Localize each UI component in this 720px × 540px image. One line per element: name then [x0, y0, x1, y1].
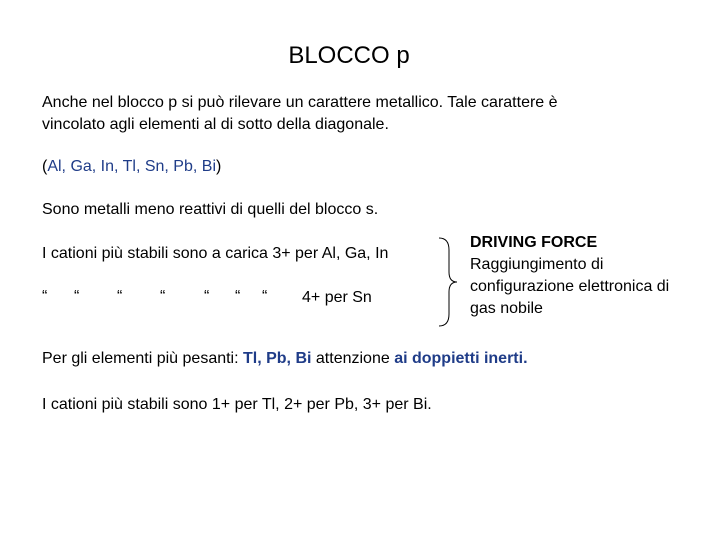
- heavy-elements-line: [42, 348, 528, 370]
- inert-pair-highlight: ai doppietti inerti.: [394, 350, 528, 367]
- intro-line-2: vincolato agli elementi al di sotto della diagonale.: [42, 116, 389, 133]
- curly-brace-icon: [437, 236, 459, 328]
- driving-force-line-1: Raggiungimento di: [470, 256, 604, 273]
- elements-line: [42, 156, 221, 178]
- ditto-mark: “: [204, 288, 210, 305]
- open-paren: (: [42, 158, 48, 175]
- final-note: I cationi più stabili sono 1+ per Tl, 2+ per Pb, 3+ per Bi.: [42, 396, 432, 413]
- driving-force-line-3: gas nobile: [470, 300, 543, 317]
- ditto-mark: “: [74, 288, 80, 305]
- reactivity-note: Sono metalli meno reattivi di quelli del blocco s.: [42, 201, 379, 218]
- driving-force-line-2: configurazione elettronica di: [470, 278, 670, 295]
- page-title: BLOCCO p: [288, 42, 410, 69]
- intro-paragraph: [42, 92, 558, 136]
- intro-line-1: Anche nel blocco p si può rilevare un carattere metallico. Tale carattere è: [42, 94, 558, 111]
- cations-line-2-suffix: 4+ per Sn: [302, 289, 372, 306]
- ditto-mark: “: [42, 288, 48, 305]
- driving-force-header: DRIVING FORCE: [470, 234, 598, 251]
- driving-force-block: [470, 232, 669, 320]
- heavy-middle: attenzione: [311, 350, 395, 367]
- cations-line-1: I cationi più stabili sono a carica 3+ per Al, Ga, In: [42, 245, 389, 262]
- heavy-prefix: Per gli elementi più pesanti:: [42, 350, 243, 367]
- ditto-mark: “: [160, 288, 166, 305]
- close-paren: ): [216, 158, 222, 175]
- ditto-mark: “: [262, 288, 268, 305]
- elements-list: Al, Ga, In, Tl, Sn, Pb, Bi: [47, 158, 216, 175]
- ditto-mark: “: [235, 288, 241, 305]
- ditto-mark: “: [117, 288, 123, 305]
- heavy-elements: Tl, Pb, Bi: [243, 350, 312, 367]
